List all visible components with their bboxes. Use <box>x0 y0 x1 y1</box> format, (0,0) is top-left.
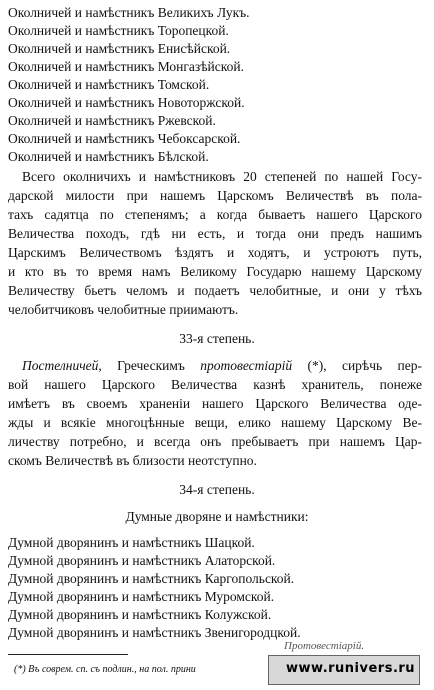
paragraph-fragment: , Греческимъ <box>98 358 201 373</box>
list-top-item: Околничей и намѣстникъ Монгазѣйской. <box>8 59 244 74</box>
paragraph-line: жды и всякіе многоцѣнные вещи, елико нашему Царскому Ве- <box>8 415 422 430</box>
paragraph-line: личеству потребно, и всегда онъ пребываетъ при нашемъ Цар- <box>8 434 422 449</box>
footnote-text: (*) Въ соврем. сп. съ подлин., на пол. прини <box>14 664 196 675</box>
paragraph-line <box>22 357 422 375</box>
list-top-item: Околничей и намѣстникъ Новоторжской. <box>8 95 245 110</box>
paragraph-line: Величеству бьетъ челомъ и подаетъ челобитные, и они у тѣхъ <box>8 283 422 298</box>
list-top-item: Околничей и намѣстникъ Томской. <box>8 77 210 92</box>
term-protovestiarii: протовестіарій <box>200 358 293 373</box>
list-top-item: Околничей и намѣстникъ Чебоксарской. <box>8 131 241 146</box>
list-bottom-item: Думной дворянинъ и намѣстникъ Каргопольской. <box>8 571 295 586</box>
watermark-logo: www.runivers.ru <box>286 661 416 676</box>
section-heading-33: 33-я степень. <box>179 331 255 346</box>
list-bottom-item: Думной дворянинъ и намѣстникъ Шацкой. <box>8 535 255 550</box>
paragraph-line: имѣетъ въ своемъ храненіи нашего Царского Величества оде- <box>8 396 422 411</box>
paragraph-line: челобитчиковъ челобитные приимаютъ. <box>8 302 239 317</box>
footnote-overlap-text: Протовестіарій. <box>284 640 365 652</box>
list-top-item: Околничей и намѣстникъ Торопецкой. <box>8 23 229 38</box>
footnote-rule <box>8 654 128 655</box>
list-bottom-item: Думной дворянинъ и намѣстникъ Алаторской. <box>8 553 276 568</box>
list-bottom-item: Думной дворянинъ и намѣстникъ Звенигородцкой. <box>8 625 301 640</box>
paragraph-line: Величества походъ, гдѣ ни есть, и тогда они предъ нашимъ <box>8 226 422 241</box>
list-bottom-item: Думной дворянинъ и намѣстникъ Муромской. <box>8 589 275 604</box>
paragraph-line: Царскимъ Величествомъ ѣздятъ и ходятъ, и устроютъ путь, <box>8 245 422 260</box>
paragraph-line: дарской милости при нашемъ Царскомъ Величествѣ въ пола- <box>8 188 422 203</box>
paragraph-line: тахъ садятца по степенямъ; а когда бываетъ нашего Царского <box>8 207 422 222</box>
paragraph-fragment: (*), сирѣчь пер- <box>292 358 422 373</box>
list-bottom-item: Думной дворянинъ и намѣстникъ Колужской. <box>8 607 272 622</box>
list-top-item: Околничей и намѣстникъ Ржевской. <box>8 113 216 128</box>
list-top-item: Околничей и намѣстникъ Великихъ Лукъ. <box>8 5 250 20</box>
section-subheading: Думные дворяне и намѣстники: <box>125 509 309 524</box>
term-postelnichei: Постелничей <box>22 358 99 373</box>
list-top-item: Околничей и намѣстникъ Бѣлской. <box>8 149 209 164</box>
list-top-item: Околничей и намѣстникъ Енисѣйской. <box>8 41 231 56</box>
paragraph-line: вой нашего Царского Величества казнѣ хранитель, понеже <box>8 377 422 392</box>
paragraph-line: Всего околничихъ и намѣстниковъ 20 степеней по нашей Госу- <box>22 169 422 184</box>
paragraph-line: скомъ Величествѣ въ близости неотступно. <box>8 453 257 468</box>
paragraph-line: и кто въ то время намъ Великому Государю нашему Царскому <box>8 264 422 279</box>
section-heading-34: 34-я степень. <box>179 482 255 497</box>
